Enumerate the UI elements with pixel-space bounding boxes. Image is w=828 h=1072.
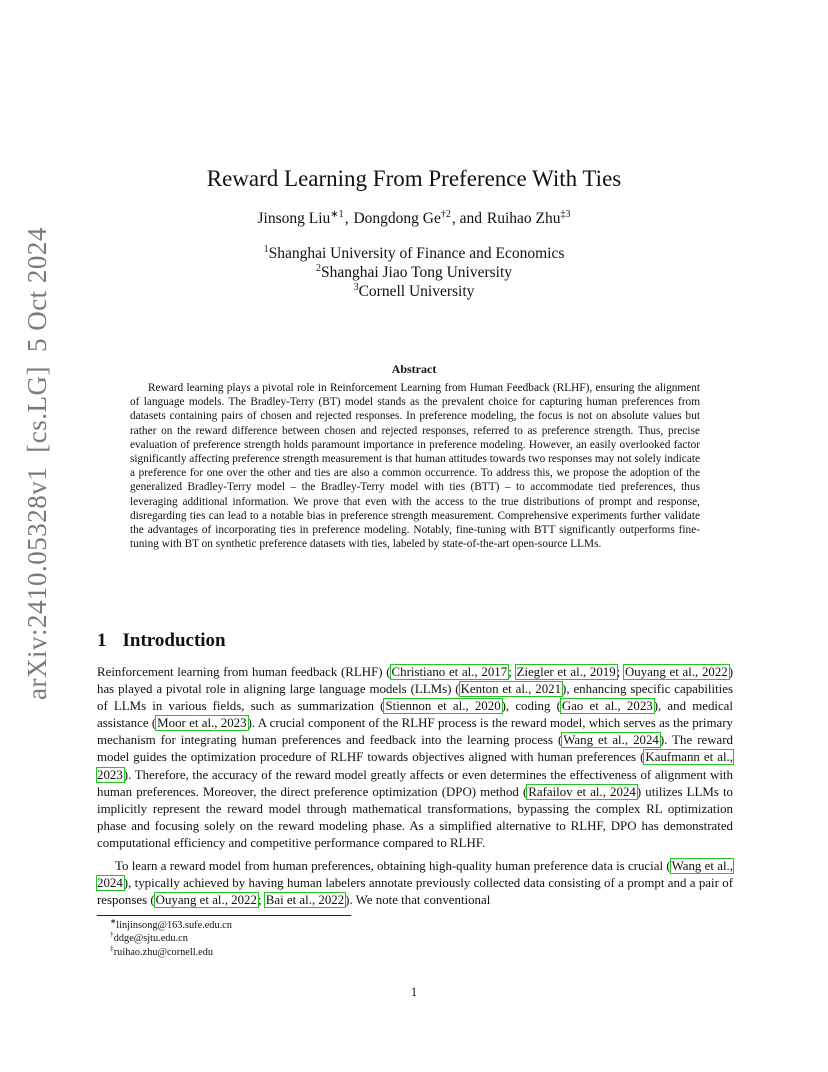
citation-link[interactable]: Ouyang et al., 2022	[155, 893, 257, 908]
paragraph-text: ;	[508, 665, 516, 679]
author-3	[487, 210, 571, 227]
citation-link[interactable]: Gao et al., 2023	[561, 699, 653, 714]
footnote-3	[110, 943, 232, 959]
citation-link[interactable]: Stiennon et al., 2020	[385, 699, 501, 714]
author-list: Jinsong Liu$^{∗1}$, Dongdong Ge$^{\dagger 2}$, and Ruihao Zhu$^{\ddagger 3}$	[257, 208, 571, 227]
citation-link[interactable]: Ouyang et al., 2022	[624, 665, 728, 679]
paragraph-text: Reinforcement learning from human feedback (RLHF) (	[97, 665, 391, 679]
author-name: Dongdong Ge	[353, 210, 441, 227]
abstract-heading: Abstract	[391, 362, 437, 376]
footnote-email: ruihao.zhu@cornell.edu	[113, 946, 214, 958]
footnote-mark: †	[110, 929, 114, 939]
citation-link[interactable]: Bai et al., 2022	[265, 893, 345, 908]
paragraph-text: ) utilizes LLMs to implicitly represent the reward model through mathematical transformations, bypassing the complex RL optimization phase and focusing solely on the reward modeling phase. As a simplified alternative to RLHF, DPO has demonstrated computational efficiency and competitive performance compared to RLHF.	[97, 784, 733, 850]
affiliation-1	[0, 244, 828, 263]
affiliation-name: Cornell University	[358, 283, 475, 300]
footnote-email: linjinsong@163.sufe.edu.cn	[116, 920, 232, 931]
affiliation-list	[0, 244, 828, 301]
author-name: Jinsong Liu	[257, 210, 331, 227]
citation-link[interactable]: Wang et al., 2024	[563, 733, 659, 748]
section-heading	[97, 630, 226, 652]
affiliation-number: 2	[315, 262, 321, 274]
paragraph-text: ) has played a pivotal role in aligning large language models (LLMs) (	[97, 665, 734, 697]
arxiv-category: [cs.LG]	[22, 366, 52, 453]
citation-link[interactable]: Moor et al., 2023	[157, 716, 247, 731]
footnote-mark: ‡	[110, 943, 114, 953]
paragraph-text: ). The reward model guides the optimization procedure of RLHF towards objectives aligned with human preferences (	[97, 733, 733, 765]
paragraph-text: ), enhancing specific capabilities of LLMs in various fields, such as summarization (	[97, 682, 733, 714]
paragraph-text: ). We note that conventional	[345, 893, 491, 908]
paragraph-text: To learn a reward model from human preferences, obtaining high-quality human preference data is crucial (	[115, 859, 671, 873]
section-title: Introduction	[122, 630, 226, 651]
footnote-1	[110, 916, 232, 932]
affiliation-3	[0, 282, 828, 301]
affiliation-name: Shanghai University of Finance and Economics	[268, 245, 565, 262]
affiliation-name: Shanghai Jiao Tong University	[320, 264, 513, 281]
affiliation-number: 3	[353, 281, 359, 293]
footnote-rule	[97, 915, 351, 916]
author-name: Ruihao Zhu	[486, 210, 561, 227]
citation-link[interactable]: Ziegler et al., 2019	[516, 665, 616, 679]
arxiv-date: 5 Oct 2024	[22, 227, 52, 353]
citation-link[interactable]: Kenton et al., 2021	[460, 682, 562, 697]
paper-title: Reward Learning From Preference With Ties	[206, 166, 622, 191]
citation-link[interactable]: Wang et al., 2024	[97, 859, 734, 891]
author-marks: ∗1	[330, 208, 344, 220]
page-number: 1	[410, 985, 418, 999]
author-2	[353, 210, 450, 227]
citation-link[interactable]: Rafailov et al., 2024	[528, 784, 636, 799]
arxiv-id: arXiv:2410.05328v1	[22, 466, 52, 700]
paragraph-text: ;	[616, 665, 624, 679]
paragraph-text: ), coding (	[501, 699, 561, 714]
intro-paragraph-1	[97, 664, 733, 852]
paragraph-text: ). Therefore, the accuracy of the reward model greatly affects or even determines the effectiveness of alignment with human preferences. Moreover, the direct preference optimization (DPO) method (	[97, 767, 733, 799]
footnote-2	[110, 929, 232, 945]
paragraph-text: ;	[257, 893, 265, 908]
intro-paragraph-2	[97, 858, 733, 909]
paragraph-text: ), and medical assistance (	[97, 699, 733, 731]
paragraph-text: ). A crucial component of the RLHF process is the reward model, which serves as the primary mechanism for integrating human preferences and feedback into the learning process (	[97, 716, 733, 748]
footnote-email: ddge@sjtu.edu.cn	[113, 933, 188, 945]
affiliation-2	[0, 263, 828, 282]
section-number: 1	[97, 630, 107, 651]
footnote-mark: ∗	[110, 916, 117, 926]
citation-link[interactable]: Christiano et al., 2017	[391, 665, 508, 679]
author-1	[258, 210, 344, 227]
affiliation-number: 1	[263, 243, 269, 255]
abstract-body: Reward learning plays a pivotal role in Reinforcement Learning from Human Feedback (RLHF), ensuring the alignment of language models. The Bradley-Terry (BT) model stands as the prevalent choice for capturing human preferences from datasets containing pairs of chosen and rejected responses. In preference modeling, the focus is not on absolute values but rather on the reward difference between chosen and rejected responses, referred to as preference strength. Thus, precise evaluation of preference strength holds paramount importance in preference modeling. However, an easily overlooked factor significantly affecting preference strength measurement is that human attitudes towards two responses may not solely indicate a preference for one over the other and ties are also a common occurrence. To address this, we propose the adoption of the generalized Bradley-Terry model – the Bradley-Terry model with ties (BTT) – to accommodate tied preferences, thus leveraging additional information. We prove that even with the access to the true distributions of prompt and response, disregarding ties can lead to a notable bias in preference strength measurement. Comprehensive experiments further validate the advantages of incorporating ties in preference modeling. Notably, fine-tuning with BTT significantly outperforms fine-tuning with BT on synthetic preference datasets with ties, labeled by state-of-the-art open-source LLMs.	[130, 382, 700, 551]
paragraph-text: ), typically achieved by having human labelers annotate previously collected data consisting of a prompt and a pair of responses (	[97, 876, 733, 908]
author-marks: ‡3	[560, 208, 571, 220]
author-marks: †2	[440, 208, 451, 220]
footnotes	[110, 916, 232, 959]
citation-link[interactable]: Kaufmann et al., 2023	[97, 750, 733, 782]
